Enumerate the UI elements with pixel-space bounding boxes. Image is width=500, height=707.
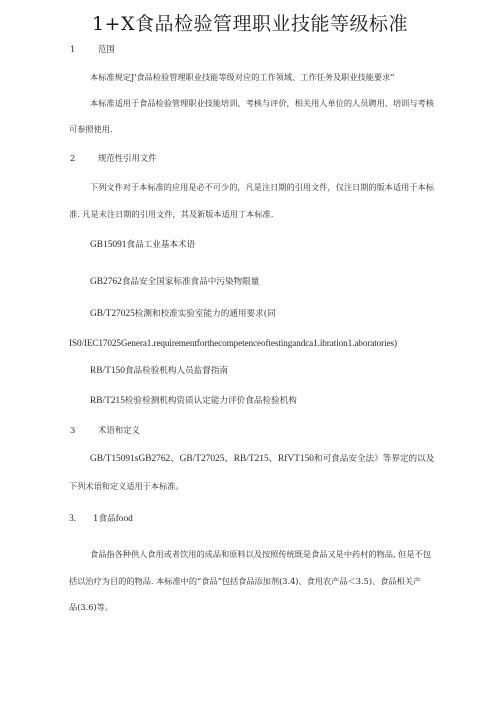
reference-codes: GB/T15091sGB2762、GB/T27025、RB/T215、RfVT150 [90, 454, 314, 464]
reference-code: GB15091 [90, 240, 127, 250]
section-number: 2 [70, 153, 76, 163]
reference-code: GB/T27025 [90, 309, 135, 319]
section-title: 范围 [98, 44, 115, 54]
section-title: 术语和定义 [98, 425, 140, 435]
section-number: 3. [69, 514, 77, 524]
section-3-heading [70, 425, 140, 435]
reference-item [90, 309, 276, 319]
section-3-1-heading [69, 514, 133, 524]
section-3-paragraph-line-1 [90, 454, 434, 464]
section-1-paragraph-2-line-1: 本标准适用于食品检验管理职业技能培训、考核与评价，相关用人单位的人员聘用、培训与考核 [90, 98, 434, 108]
section-title: 1食品 [93, 514, 116, 524]
reference-item [90, 277, 259, 287]
section-3-1-paragraph-line-3: 品(3.6)等。 [69, 602, 113, 612]
section-1-paragraph-2-line-2: 可参照使用. [69, 124, 113, 134]
reference-item [90, 240, 195, 250]
section-number: 3 [70, 425, 76, 435]
reference-title: 检测和校准实验室能力的通用要求(同 [134, 309, 276, 319]
section-1-heading [70, 44, 115, 54]
reference-item [90, 396, 297, 406]
paragraph-text: 和可食品安全法》等界定的以及 [313, 454, 435, 464]
section-1-paragraph-1: 本标准规定J'食品检验管理职业技能等级对应的工作领域、工作任务及职业技能要求“ [90, 72, 395, 82]
reference-title: 食品检验机构人员监督指南 [124, 366, 229, 376]
section-3-paragraph-line-2: 下列术语和定义适用于本标准。 [69, 481, 184, 491]
reference-item [90, 366, 228, 376]
section-title: 规范性引用文件 [98, 153, 157, 163]
reference-item-continuation [69, 338, 397, 349]
section-3-1-paragraph-line-2: 括以治疗为目的的物品. 本标准中的“食品”包括食品添加剂(3.4)、食用农产品＜3.5)、食品相关产 [69, 576, 422, 586]
reference-title: 食品工业基本术语 [126, 240, 196, 250]
section-2-paragraph-line-2: 准. 凡是未注日期的引用文件，其及新版本适用丁本标准. [69, 209, 274, 219]
section-title-english: food [115, 514, 133, 524]
reference-title: 检验检测机构资质认定能力评价食品检验机构 [124, 396, 297, 406]
reference-code: RB/T150 [90, 366, 125, 376]
reference-code: IS0/IEC17025Genera1.requirementforthecompetenceoftestingandca1.ibration1.aboratories) [69, 338, 397, 348]
reference-code: RB/T215 [90, 396, 125, 406]
section-2-heading [70, 153, 157, 163]
reference-code: GB2762 [90, 277, 122, 287]
section-number: 1 [70, 44, 76, 54]
section-2-paragraph-line-1: 下列文件对于本标准的应用是必不可少的，凡是注日期的引用文件，仅注日期的版本适用于本标 [90, 182, 434, 192]
reference-title: 食品安全国家标准食品中污染物限量 [121, 277, 260, 287]
section-3-1-paragraph-line-1: 食品指各种供人食用或者饮用的成品和原料以及按照传统既是食品又是中药村的物品, 但是不包 [90, 549, 431, 559]
document-title: 1+X食品检验管理职业技能等级标准 [91, 13, 409, 35]
